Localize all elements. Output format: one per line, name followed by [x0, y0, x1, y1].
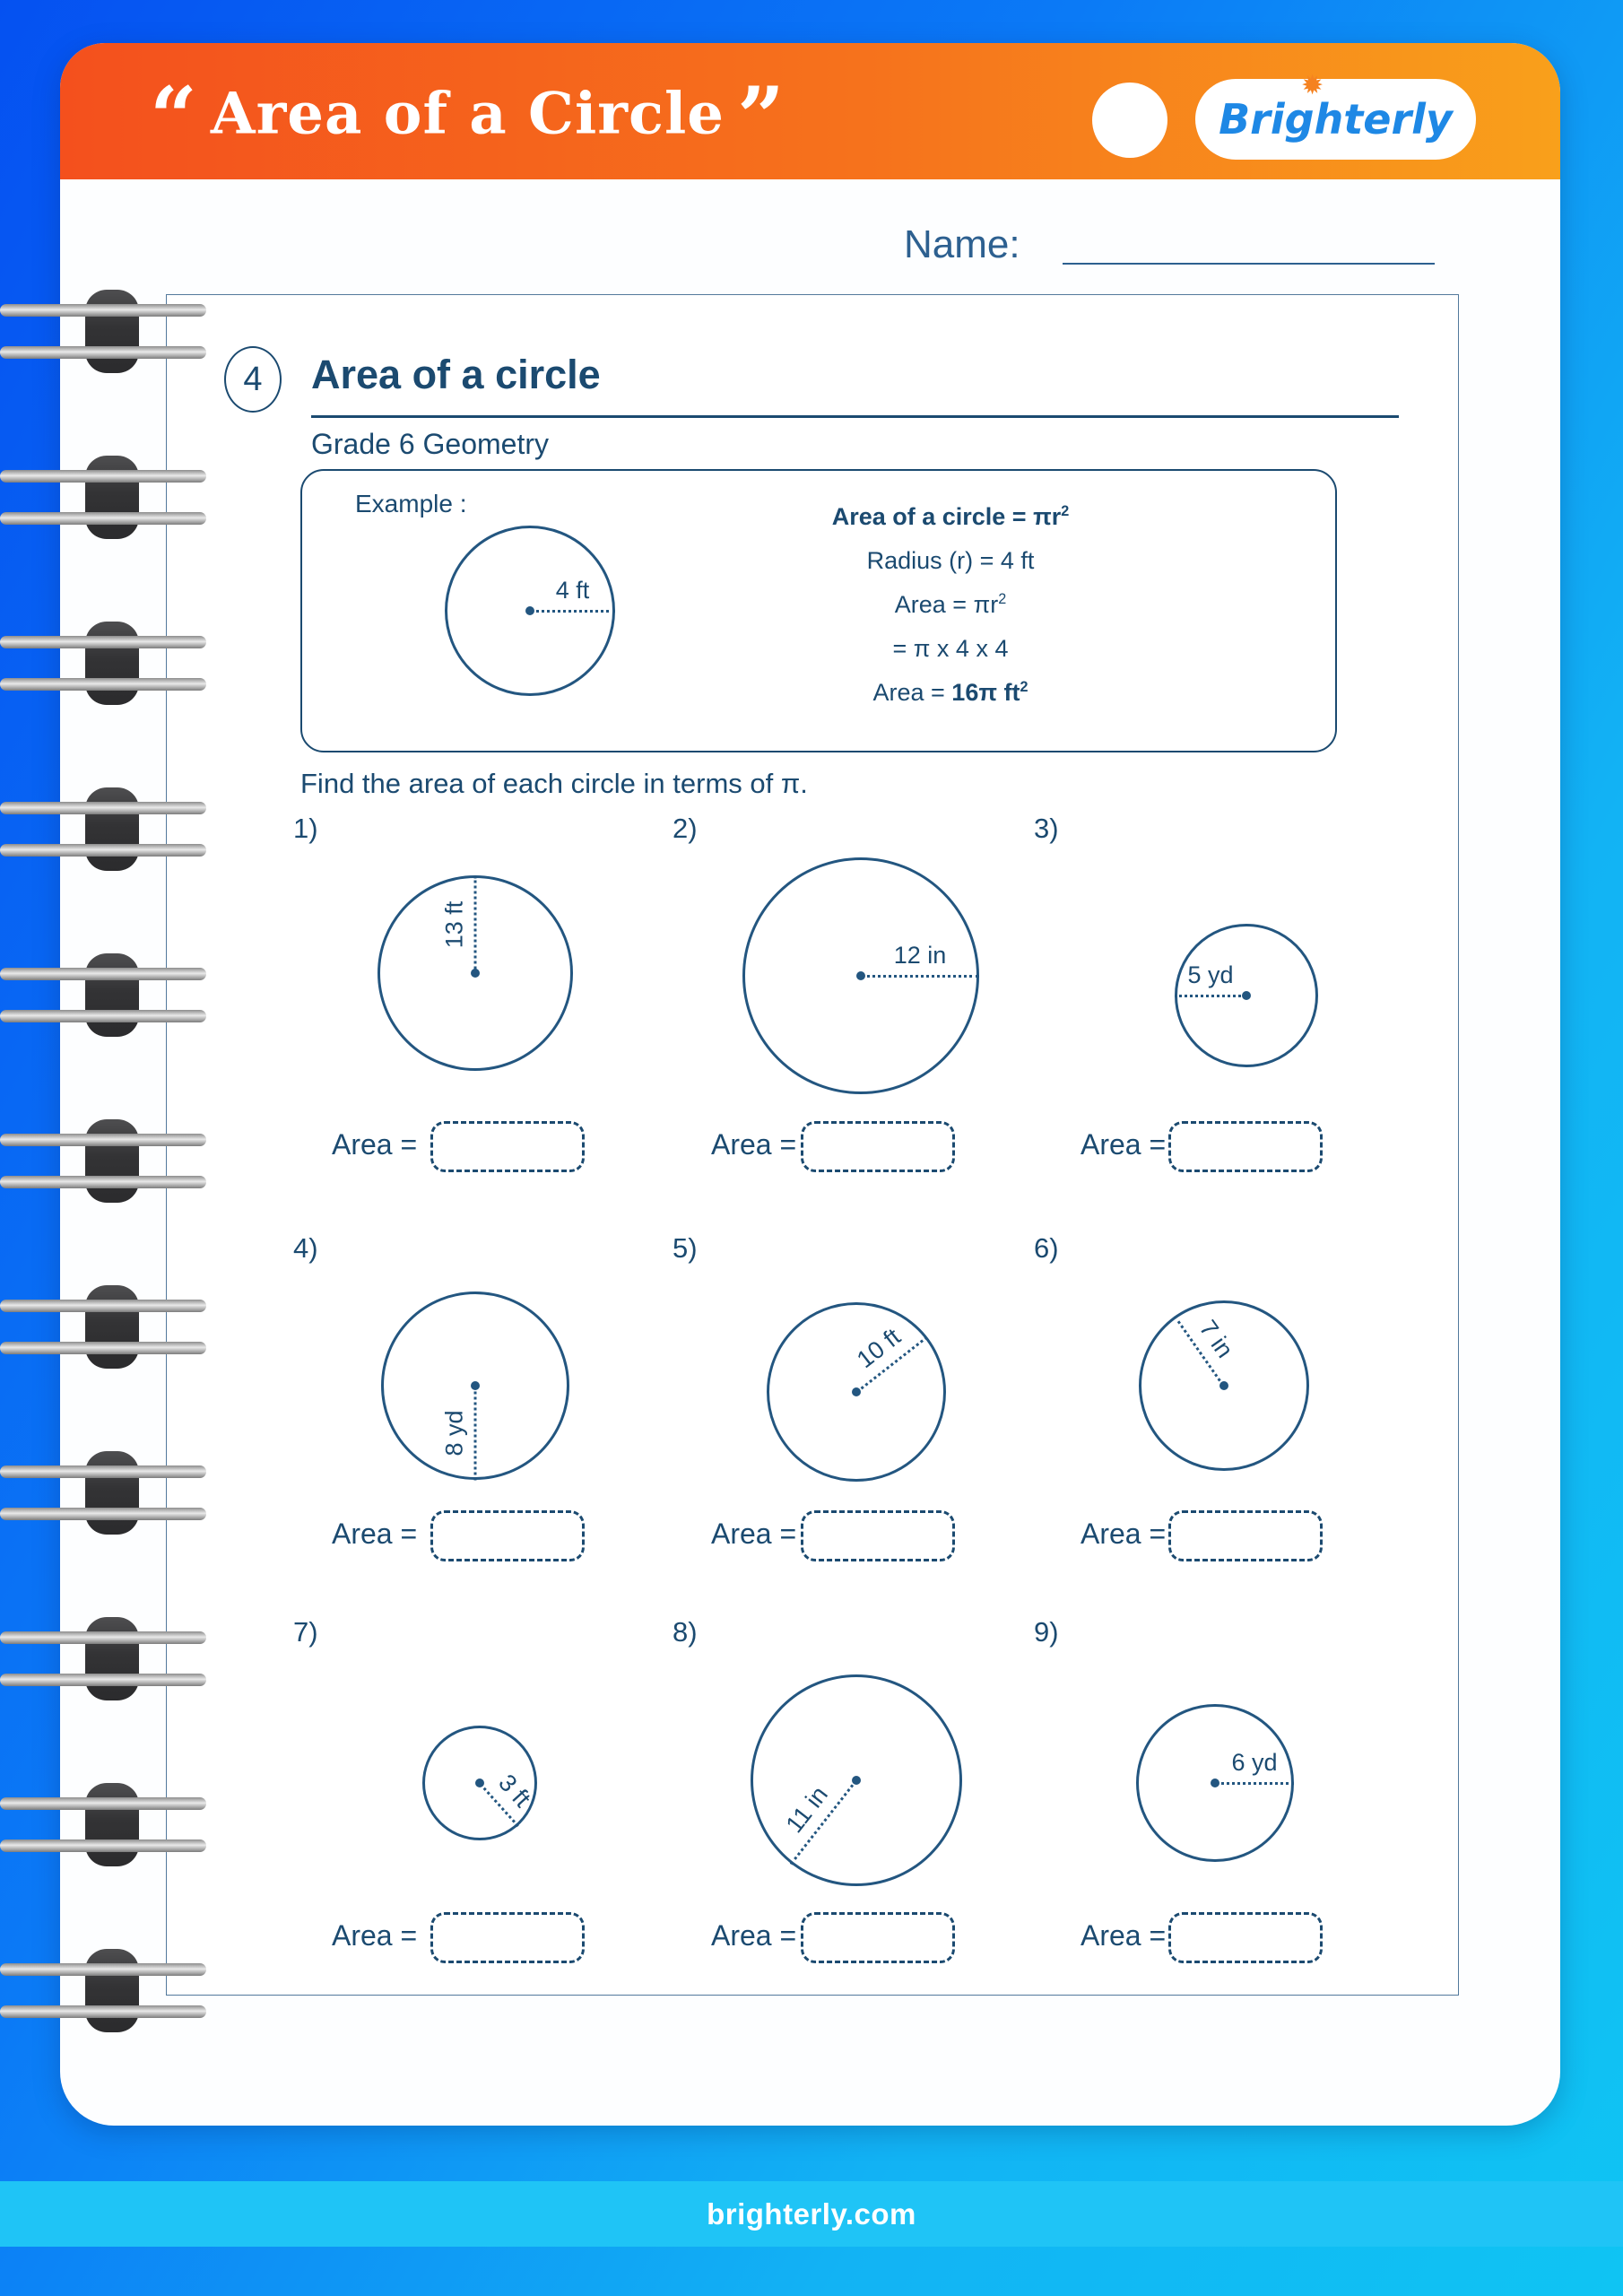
problem-7-number: 7) — [293, 1616, 318, 1648]
example-radius-line — [530, 576, 615, 613]
problem-5-number: 5) — [673, 1232, 698, 1264]
problem-6-radius-label: 7 in — [1193, 1314, 1239, 1362]
binding-rod — [0, 512, 206, 525]
page-title — [150, 68, 785, 166]
binding-rod — [0, 968, 206, 980]
binding-clip — [85, 1451, 139, 1535]
binding-rod — [0, 678, 206, 691]
binding-rod — [0, 346, 206, 359]
formula-line-1: Area of a circle = $\pi r^2$ — [831, 503, 1070, 530]
problem-5-radius-label: 10 ft — [851, 1322, 906, 1373]
binding-clip — [85, 290, 139, 373]
problem-9-area-label: Area = — [1081, 1919, 1167, 1952]
binding-rod — [0, 1342, 206, 1354]
problem-2-area-label: Area = — [711, 1128, 797, 1161]
problem-1-radius-line — [440, 875, 477, 973]
binding-clip — [85, 1119, 139, 1203]
binding-rod — [0, 802, 206, 814]
binding-rod — [0, 1839, 206, 1852]
problem-4-radius-label: 8 yd — [440, 1409, 468, 1457]
binding-clip — [85, 953, 139, 1037]
formula-line-5: Area = 16π $ft^2$ — [872, 679, 1028, 706]
formula-line-2: Radius (r) = 4 ft — [866, 547, 1035, 574]
problem-8-radius-label: 11 in — [780, 1780, 834, 1838]
close-quote-icon: ” — [736, 68, 785, 166]
problem-4-radius-line — [440, 1386, 477, 1480]
problem-9-radius-line — [1215, 1748, 1294, 1785]
logo-circle-placeholder — [1092, 83, 1167, 158]
problem-1-area-label: Area = — [332, 1128, 418, 1161]
problem-1-answer-box[interactable] — [430, 1121, 585, 1172]
brighterly-logo[interactable] — [1195, 71, 1476, 160]
binding-clip — [85, 787, 139, 871]
binding-rod — [0, 1300, 206, 1312]
binding-rod — [0, 1631, 206, 1644]
problem-6-area-label: Area = — [1081, 1518, 1167, 1550]
problem-7-area-label: Area = — [332, 1919, 418, 1952]
binding-rod — [0, 1465, 206, 1478]
problem-3-area-label: Area = — [1081, 1128, 1167, 1161]
binding-clip — [85, 1617, 139, 1700]
title-underline — [311, 415, 1399, 418]
binding-rod — [0, 1176, 206, 1188]
binding-clip — [85, 622, 139, 705]
problem-4-area-label: Area = — [332, 1518, 418, 1550]
name-label: Name: — [904, 222, 1020, 266]
problem-3-number: 3) — [1034, 813, 1059, 844]
problem-3-radius-line — [1175, 961, 1246, 997]
binding-rod — [0, 304, 206, 317]
binding-rod — [0, 1963, 206, 1976]
example-formula — [690, 495, 1211, 715]
problem-8-answer-box[interactable] — [801, 1912, 955, 1963]
problem-2-number: 2) — [673, 813, 698, 844]
problem-7-radius-label: 3 ft — [493, 1769, 536, 1813]
binding-clip — [85, 1783, 139, 1866]
binding-rod — [0, 1508, 206, 1520]
problem-6-number: 6) — [1034, 1232, 1059, 1264]
sun-icon: ✹ — [1301, 71, 1324, 100]
problem-2-radius-label: 12 in — [893, 941, 947, 969]
problem-5-area-label: Area = — [711, 1518, 797, 1550]
problem-5-answer-box[interactable] — [801, 1510, 955, 1561]
problem-7-answer-box[interactable] — [430, 1912, 585, 1963]
worksheet-subtitle: Grade 6 Geometry — [311, 428, 549, 460]
footer-band — [0, 2181, 1623, 2247]
example-label: Example : — [355, 490, 467, 517]
page-title-text: Area of a Circle — [210, 80, 725, 148]
problem-1-radius-label: 13 ft — [440, 900, 468, 948]
problem-2-answer-box[interactable] — [801, 1121, 955, 1172]
problem-9-radius-label: 6 yd — [1231, 1748, 1278, 1776]
problem-6-answer-box[interactable] — [1168, 1510, 1323, 1561]
binding-rod — [0, 2005, 206, 2018]
problem-8-number: 8) — [673, 1616, 698, 1648]
footer-url[interactable]: brighterly.com — [707, 2196, 916, 2231]
binding-rod — [0, 1134, 206, 1146]
example-radius-label: 4 ft — [555, 576, 590, 604]
binding-clip — [85, 1285, 139, 1369]
open-quote-icon: “ — [150, 68, 198, 166]
problem-8-area-label: Area = — [711, 1919, 797, 1952]
binding-rod — [0, 1797, 206, 1810]
brighterly-logo-text: Brighterly — [1219, 95, 1453, 144]
problem-9-answer-box[interactable] — [1168, 1912, 1323, 1963]
problem-9-number: 9) — [1034, 1616, 1059, 1648]
binding-clip — [85, 1949, 139, 2032]
binding-rod — [0, 470, 206, 483]
binding-rod — [0, 1674, 206, 1686]
instruction-text: Find the area of each circle in terms of π. — [300, 768, 808, 799]
binding-rod — [0, 636, 206, 648]
worksheet-number-badge: 4 — [224, 346, 282, 413]
name-input-line[interactable] — [1063, 263, 1435, 265]
binding-rod — [0, 844, 206, 857]
formula-line-4: = π x 4 x 4 — [892, 635, 1009, 662]
problem-4-number: 4) — [293, 1232, 318, 1264]
worksheet-title: Area of a circle — [311, 352, 601, 397]
problem-3-radius-label: 5 yd — [1187, 961, 1234, 988]
problem-4-answer-box[interactable] — [430, 1510, 585, 1561]
problem-1-number: 1) — [293, 813, 318, 844]
problem-2-radius-line — [861, 941, 979, 978]
binding-rod — [0, 1010, 206, 1022]
problem-3-answer-box[interactable] — [1168, 1121, 1323, 1172]
formula-line-3: Area = $\pi r^2$ — [894, 591, 1007, 618]
binding-clip — [85, 456, 139, 539]
